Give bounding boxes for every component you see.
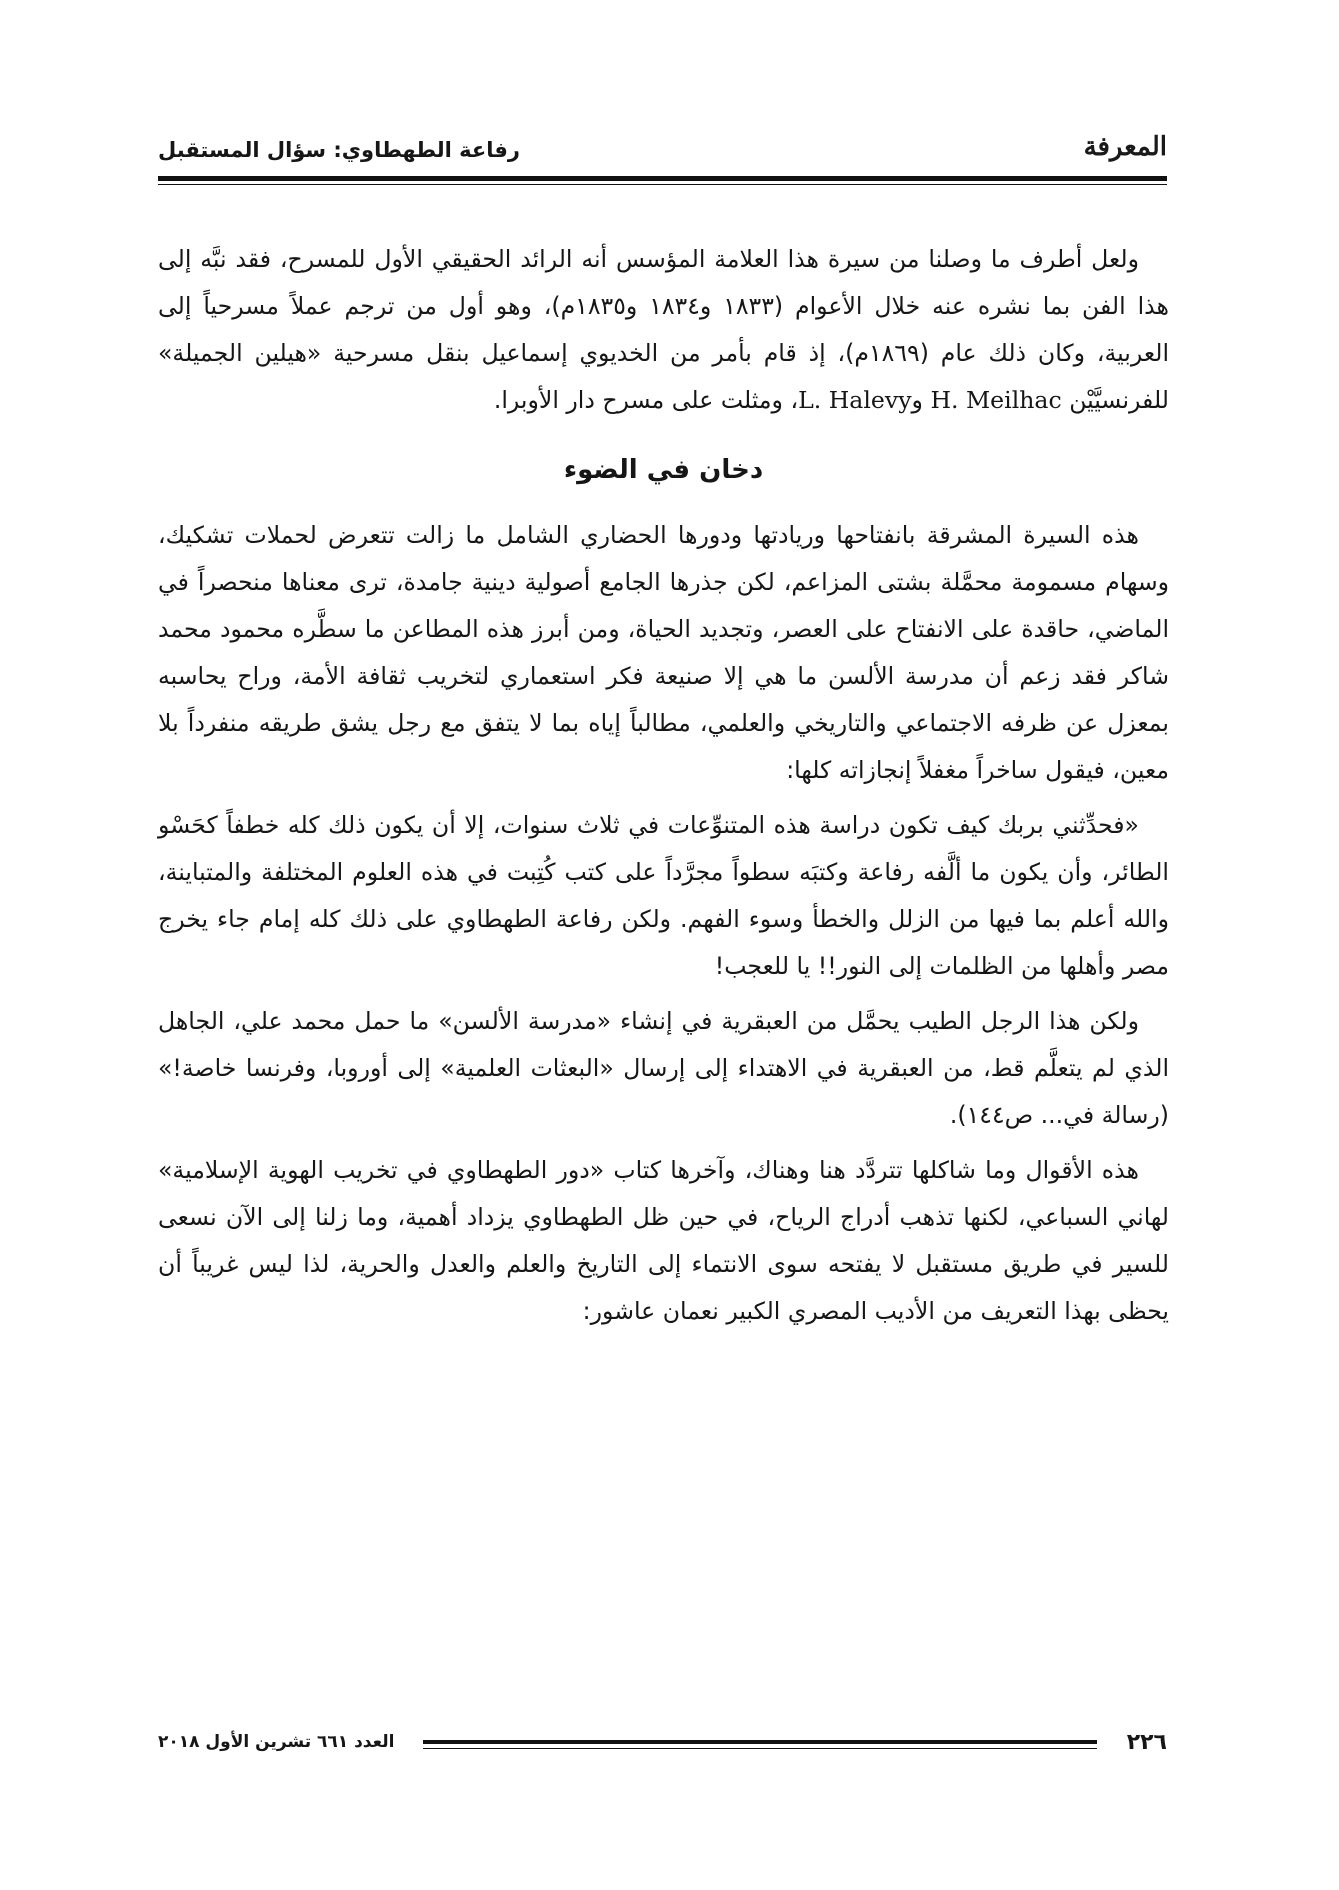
paragraph-4: ولكن هذا الرجل الطيب يحمَّل من العبقرية في إنشاء «مدرسة الألسن» ما حمل محمد علي، الجاهل الذي لم يتعلَّم قط، من العبقرية في الاهتداء إلى إرسال «البعثات العلمية» إلى أوروبا، وفرنسا خاصة!» (رسالة في... ص١٤٤). xyxy=(158,1007,1169,1129)
latin-name-meilhac: H. Meilhac xyxy=(930,386,1062,414)
page-header xyxy=(158,128,1167,168)
paragraph-5: هذه الأقوال وما شاكلها تتردَّد هنا وهناك، وآخرها كتاب «دور الطهطاوي في تخريب الهوية الإسلامية» لهاني السباعي، لكنها تذهب أدراج الرياح، في حين ظل الطهطاوي يزداد أهمية، وما زلنا إلى الآن نسعى للسير في طريق مستقبل لا يفتحه سوى الانتماء إلى التاريخ والعلم والعدل والحرية، لذا ليس غريباً أن يحظى بهذا التعريف من الأديب المصري الكبير نعمان عاشور: xyxy=(158,1156,1169,1325)
paragraph-2: هذه السيرة المشرقة بانفتاحها وريادتها ودورها الحضاري الشامل ما زالت تتعرض لحملات تشكيك، وسهام مسمومة محمَّلة بشتى المزاعم، لكن جذرها الجامع أصولية دينية جامدة، ترى معناها منحصراً في الماضي، حاقدة على الانفتاح على العصر، وتجديد الحياة، ومن أبرز هذه المطاعن ما سطَّره محمود محمد شاكر فقد زعم أن مدرسة الألسن ما هي إلا صنيعة فكر استعماري لتخريب ثقافة الأمة، وراح يحاسبه بمعزل عن ظرفه الاجتماعي والتاريخي والعلمي، مطالباً إياه بما لا يتفق مع رجل يشق طريقه منفرداً بلا معين، فيقول ساخراً مغفلاً إنجازاته كلها: xyxy=(158,521,1169,784)
issue-info: العدد ٦٦١ تشرين الأول ٢٠١٨ xyxy=(158,1732,395,1752)
running-title: رفاعة الطهطاوي: سؤال المستقبل xyxy=(158,138,520,162)
page-number: ٢٢٦ xyxy=(1126,1730,1167,1755)
paragraph-1-text: ولعل أطرف ما وصلنا من سيرة هذا العلامة المؤسس أنه الرائد الحقيقي الأول للمسرح، فقد نبَّه إلى هذا الفن بما نشره عنه خلال الأعوام (١٨٣٣ و١٨٣٤ و١٨٣٥م)، وهو أول من ترجم عملاً مسرحياً إلى العربية، وكان ذلك عام (١٨٦٩م)، إذ قام بأمر من الخديوي إسماعيل بنقل مسرحية «هيلين الجميلة» للفرنسيَّيْن xyxy=(158,245,1169,414)
latin-name-halevy: L. Halevy xyxy=(798,386,912,414)
conjunction: و xyxy=(911,386,923,414)
header-rule-thin xyxy=(158,184,1167,185)
header-rule-thick xyxy=(158,176,1167,181)
paragraph-3-quote: «فحدِّثني بربك كيف تكون دراسة هذه المتنوِّعات في ثلاث سنوات، إلا أن يكون ذلك كله خطفاً كحَسْو الطائر، وأن يكون ما ألَّفه رفاعة وكتبَه سطواً مجرَّداً على كتب كُتِبت في هذه العلوم المختلفة والمتباينة، والله أعلم بما فيها من الزلل والخطأ وسوء الفهم. ولكن رفاعة الطهطاوي على ذلك كله إمام جاء يخرج مصر وأهلها من الظلمات إلى النور!! يا للعجب! xyxy=(158,811,1169,980)
magazine-logo: المعرفة xyxy=(1083,132,1167,162)
footer-rule xyxy=(423,1740,1097,1749)
paragraph-1 xyxy=(158,236,1169,424)
article-body xyxy=(158,236,1169,1660)
section-heading: دخان في الضوء xyxy=(563,455,764,485)
paragraph-1-end: ، ومثلت على مسرح دار الأوبرا. xyxy=(493,386,799,414)
page-footer xyxy=(158,1730,1167,1770)
